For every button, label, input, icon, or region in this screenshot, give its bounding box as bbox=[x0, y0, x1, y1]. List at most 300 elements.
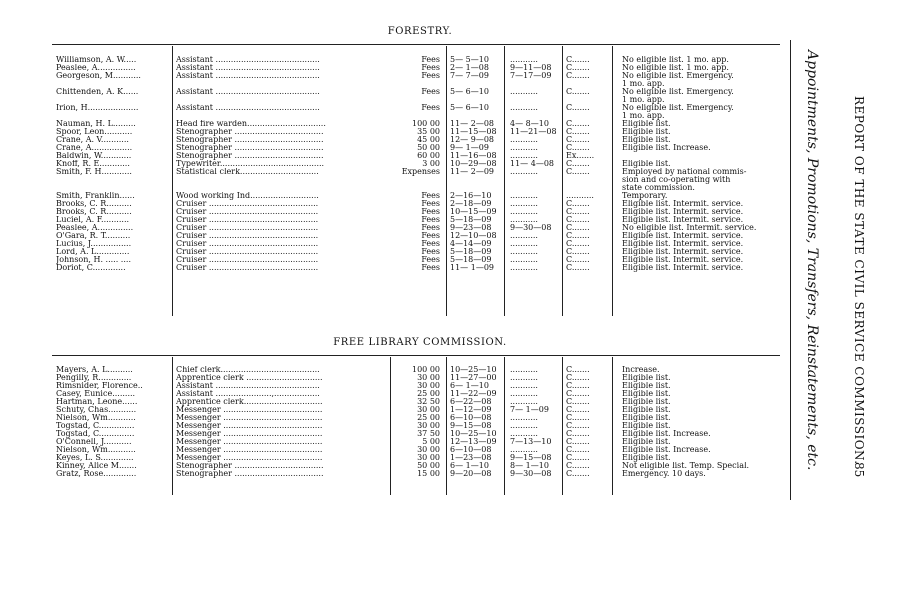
appointment-date: 7— 7—09 bbox=[450, 72, 489, 80]
separation-date: ........... bbox=[510, 366, 538, 374]
class: C....... bbox=[566, 232, 590, 240]
remarks: No eligible list. Intermit. service. bbox=[622, 224, 757, 232]
position: Messenger ....................................... bbox=[176, 430, 323, 438]
appointment-date: 6—10—08 bbox=[450, 446, 492, 454]
remarks: No eligible list. Emergency. bbox=[622, 104, 734, 112]
table-row bbox=[52, 200, 780, 208]
salary: Fees bbox=[421, 200, 440, 208]
table-row bbox=[52, 56, 780, 64]
salary: 30 00 bbox=[417, 374, 440, 382]
library-title: FREE LIBRARY COMMISSION. bbox=[333, 337, 507, 348]
appointment-date: 5— 6—10 bbox=[450, 88, 489, 96]
remarks: Eligible list. Increase. bbox=[622, 144, 711, 152]
table-row bbox=[52, 208, 780, 216]
employee-name: Togstad, C.............. bbox=[56, 430, 135, 438]
employee-name: Keyes, L. S............. bbox=[56, 454, 134, 462]
employee-name: Crane, A................ bbox=[56, 144, 133, 152]
salary: 35 00 bbox=[417, 128, 440, 136]
remarks: Eligible list. bbox=[622, 454, 671, 462]
employee-name: Brooks, C. R.......... bbox=[56, 208, 132, 216]
salary: 30 00 bbox=[417, 406, 440, 414]
salary: 30 00 bbox=[417, 454, 440, 462]
salary: 32 50 bbox=[417, 398, 440, 406]
remarks: Eligible list. bbox=[622, 414, 671, 422]
table-row bbox=[52, 454, 780, 462]
salary: 15 00 bbox=[417, 470, 440, 478]
col-rule-date2 bbox=[504, 46, 505, 316]
employee-name: Smith, Franklin...... bbox=[56, 192, 135, 200]
class: C....... bbox=[566, 56, 590, 64]
remarks: Eligible list. Intermit. service. bbox=[622, 216, 744, 224]
remarks: Eligible list. Intermit. service. bbox=[622, 248, 744, 256]
class: C....... bbox=[566, 64, 590, 72]
library-top-rule bbox=[52, 355, 780, 356]
separation-date: ........... bbox=[510, 240, 538, 248]
remarks: Eligible list. bbox=[622, 390, 671, 398]
separation-date: 9—30—08 bbox=[510, 470, 552, 478]
separation-date: ........... bbox=[510, 256, 538, 264]
employee-name: Nielson, Wm........... bbox=[56, 446, 136, 454]
table-row bbox=[52, 398, 780, 406]
separation-date: ........... bbox=[510, 144, 538, 152]
employee-name: Irion, H.................... bbox=[56, 104, 139, 112]
side-heading-report: REPORT OF THE STATE CIVIL SERVICE COMMISSION. bbox=[852, 96, 866, 465]
employee-name: Brooks, C. R.......... bbox=[56, 200, 132, 208]
remarks: Eligible list. bbox=[622, 438, 671, 446]
remarks: Increase. bbox=[622, 366, 660, 374]
salary: Fees bbox=[421, 240, 440, 248]
table-row bbox=[52, 438, 780, 446]
class: C....... bbox=[566, 470, 590, 478]
margin-rule bbox=[790, 40, 791, 500]
col-rule-salary-2 bbox=[390, 357, 391, 495]
remarks: Eligible list. bbox=[622, 120, 671, 128]
class: ........... bbox=[566, 192, 594, 200]
table-row bbox=[52, 430, 780, 438]
position: Stenographer ................................... bbox=[176, 144, 324, 152]
class: C....... bbox=[566, 264, 590, 272]
position: Cruiser ........................................... bbox=[176, 240, 319, 248]
remarks: 1 mo. app. bbox=[622, 112, 665, 120]
separation-date: ........... bbox=[510, 422, 538, 430]
class: C....... bbox=[566, 136, 590, 144]
side-heading-italic: Appointments, Promotions, Transfers, Reinstatements, etc. bbox=[804, 50, 820, 471]
position: Assistant ......................................... bbox=[176, 382, 320, 390]
class: C....... bbox=[566, 240, 590, 248]
employee-name: Togstad, C.............. bbox=[56, 422, 135, 430]
separation-date: ........... bbox=[510, 168, 538, 176]
col-rule-title bbox=[172, 46, 173, 316]
separation-date: ........... bbox=[510, 208, 538, 216]
appointment-date: 4—14—09 bbox=[450, 240, 492, 248]
employee-name: Gratz, Rose............. bbox=[56, 470, 137, 478]
class: C....... bbox=[566, 366, 590, 374]
separation-date: 11— 4—08 bbox=[510, 160, 554, 168]
position: Messenger ....................................... bbox=[176, 422, 323, 430]
salary: 30 00 bbox=[417, 422, 440, 430]
position: Assistant ......................................... bbox=[176, 88, 320, 96]
salary: Fees bbox=[421, 88, 440, 96]
employee-name: Kinney, Alice M....... bbox=[56, 462, 137, 470]
remarks: Eligible list. Increase. bbox=[622, 430, 711, 438]
appointment-date: 6—22—08 bbox=[450, 398, 492, 406]
salary: Expenses bbox=[401, 168, 440, 176]
employee-name: Peaslee, A............... bbox=[56, 64, 136, 72]
forestry-table bbox=[52, 56, 780, 272]
table-row bbox=[52, 406, 780, 414]
appointment-date: 11— 2—09 bbox=[450, 168, 494, 176]
table-row bbox=[52, 176, 780, 184]
salary: 3 00 bbox=[422, 160, 440, 168]
col-rule-date1 bbox=[446, 46, 447, 316]
salary: Fees bbox=[421, 256, 440, 264]
table-row bbox=[52, 240, 780, 248]
appointment-date: 2— 1—08 bbox=[450, 64, 489, 72]
appointment-date: 9—23—08 bbox=[450, 224, 492, 232]
position: Head fire warden............................... bbox=[176, 120, 326, 128]
employee-name: Lord, A. L............. bbox=[56, 248, 130, 256]
remarks: state commission. bbox=[622, 184, 695, 192]
separation-date: ........... bbox=[510, 382, 538, 390]
employee-name: Rimsnider, Florence.. bbox=[56, 382, 143, 390]
position: Stenographer ................................... bbox=[176, 462, 324, 470]
class: C....... bbox=[566, 120, 590, 128]
remarks: Eligible list. Intermit. service. bbox=[622, 232, 744, 240]
remarks: Temporary. bbox=[622, 192, 668, 200]
remarks: Eligible list. Intermit. service. bbox=[622, 200, 744, 208]
table-row bbox=[52, 144, 780, 152]
employee-name: Baldwin, W............ bbox=[56, 152, 132, 160]
salary: 30 00 bbox=[417, 382, 440, 390]
employee-name: Pengilly, R............. bbox=[56, 374, 132, 382]
class: C....... bbox=[566, 430, 590, 438]
salary: 50 00 bbox=[417, 144, 440, 152]
remarks: Eligible list. bbox=[622, 422, 671, 430]
employee-name: Casey, Eunice......... bbox=[56, 390, 136, 398]
employee-name: Georgeson, M........... bbox=[56, 72, 141, 80]
class: C....... bbox=[566, 454, 590, 462]
salary: Fees bbox=[421, 224, 440, 232]
separation-date: 7—17—09 bbox=[510, 72, 552, 80]
appointment-date: 5—18—09 bbox=[450, 256, 492, 264]
col-rule-class bbox=[562, 46, 563, 316]
employee-name: Chittenden, A. K...... bbox=[56, 88, 139, 96]
col-rule-class-2 bbox=[562, 357, 563, 495]
remarks: Employed by national commis- bbox=[622, 168, 747, 176]
table-row bbox=[52, 382, 780, 390]
position: Assistant ......................................... bbox=[176, 72, 320, 80]
employee-name: Crane, A. V........... bbox=[56, 136, 129, 144]
class: C....... bbox=[566, 374, 590, 382]
employee-name: Lucius, J................ bbox=[56, 240, 132, 248]
separation-date: 9—11—08 bbox=[510, 64, 552, 72]
class: C....... bbox=[566, 144, 590, 152]
class: C....... bbox=[566, 200, 590, 208]
position: Cruiser ........................................... bbox=[176, 208, 319, 216]
col-rule-date1-2 bbox=[446, 357, 447, 495]
remarks: Eligible list. bbox=[622, 136, 671, 144]
separation-date: ........... bbox=[510, 414, 538, 422]
table-row bbox=[52, 112, 780, 120]
library-table bbox=[52, 366, 780, 478]
table-row bbox=[52, 462, 780, 470]
salary: Fees bbox=[421, 248, 440, 256]
separation-date: 4— 8—10 bbox=[510, 120, 549, 128]
remarks: Emergency. 10 days. bbox=[622, 470, 706, 478]
employee-name: Schuty, Chas........... bbox=[56, 406, 137, 414]
employee-name: Smith, F. H............ bbox=[56, 168, 132, 176]
remarks: No eligible list. Emergency. bbox=[622, 88, 734, 96]
class: C....... bbox=[566, 208, 590, 216]
remarks: Eligible list. bbox=[622, 160, 671, 168]
table-row bbox=[52, 470, 780, 478]
table-row bbox=[52, 104, 780, 112]
table-row bbox=[52, 264, 780, 272]
position: Statistical clerk............................... bbox=[176, 168, 319, 176]
class: Ex....... bbox=[566, 152, 595, 160]
appointment-date: 11— 2—08 bbox=[450, 120, 494, 128]
separation-date: ........... bbox=[510, 232, 538, 240]
appointment-date: 9—20—08 bbox=[450, 470, 492, 478]
employee-name: Hartman, Leone...... bbox=[56, 398, 138, 406]
separation-date: 8— 1—10 bbox=[510, 462, 549, 470]
separation-date: ........... bbox=[510, 200, 538, 208]
separation-date: 7— 1—09 bbox=[510, 406, 549, 414]
remarks: Eligible list. bbox=[622, 382, 671, 390]
remarks: No eligible list. Emergency. bbox=[622, 72, 734, 80]
table-row bbox=[52, 80, 780, 88]
salary: 5 00 bbox=[422, 438, 440, 446]
class: C....... bbox=[566, 72, 590, 80]
remarks: Not eligible list. Temp. Special. bbox=[622, 462, 750, 470]
employee-name: Spoor, Leon........... bbox=[56, 128, 133, 136]
position: Messenger ....................................... bbox=[176, 414, 323, 422]
separation-date: 11—21—08 bbox=[510, 128, 557, 136]
remarks: Eligible list. Increase. bbox=[622, 446, 711, 454]
appointment-date: 11—27—00 bbox=[450, 374, 497, 382]
appointment-date: 10—25—10 bbox=[450, 430, 497, 438]
table-row bbox=[52, 88, 780, 96]
appointment-date: 5— 5—10 bbox=[450, 56, 489, 64]
table-row bbox=[52, 72, 780, 80]
separation-date: 7—13—10 bbox=[510, 438, 552, 446]
separation-date: ........... bbox=[510, 216, 538, 224]
table-row bbox=[52, 216, 780, 224]
forestry-top-rule bbox=[52, 44, 780, 45]
class: C....... bbox=[566, 406, 590, 414]
employee-name: O'Gara, R. T.......... bbox=[56, 232, 131, 240]
remarks: 1 mo. app. bbox=[622, 80, 665, 88]
salary: Fees bbox=[421, 64, 440, 72]
position: Cruiser ........................................... bbox=[176, 216, 319, 224]
appointment-date: 12— 9—08 bbox=[450, 136, 494, 144]
table-row bbox=[52, 446, 780, 454]
class: C....... bbox=[566, 128, 590, 136]
remarks: No eligible list. 1 mo. app. bbox=[622, 56, 729, 64]
salary: Fees bbox=[421, 192, 440, 200]
separation-date: ........... bbox=[510, 136, 538, 144]
table-row bbox=[52, 160, 780, 168]
appointment-date: 5—18—09 bbox=[450, 216, 492, 224]
appointment-date: 11—22—09 bbox=[450, 390, 497, 398]
table-row bbox=[52, 374, 780, 382]
class: C....... bbox=[566, 462, 590, 470]
appointment-date: 9—15—08 bbox=[450, 422, 492, 430]
salary: Fees bbox=[421, 232, 440, 240]
appointment-date: 6— 1—10 bbox=[450, 462, 489, 470]
class: C....... bbox=[566, 216, 590, 224]
table-row bbox=[52, 152, 780, 160]
position: Assistant ......................................... bbox=[176, 56, 320, 64]
salary: 100 00 bbox=[412, 366, 440, 374]
table-row bbox=[52, 414, 780, 422]
position: Messenger ....................................... bbox=[176, 454, 323, 462]
table-row bbox=[52, 248, 780, 256]
position: Cruiser ........................................... bbox=[176, 248, 319, 256]
col-rule-date2-2 bbox=[504, 357, 505, 495]
employee-name: Knoff, R. E............ bbox=[56, 160, 130, 168]
salary: Fees bbox=[421, 208, 440, 216]
salary: 25 00 bbox=[417, 414, 440, 422]
separation-date: 9—15—08 bbox=[510, 454, 552, 462]
position: Apprentice clerk............................... bbox=[176, 398, 323, 406]
separation-date: ........... bbox=[510, 398, 538, 406]
appointment-date: 12—10—08 bbox=[450, 232, 497, 240]
class: C....... bbox=[566, 88, 590, 96]
appointment-date: 5—18—09 bbox=[450, 248, 492, 256]
separation-date: ........... bbox=[510, 56, 538, 64]
salary: 60 00 bbox=[417, 152, 440, 160]
employee-name: Mayers, A. L.......... bbox=[56, 366, 133, 374]
table-row bbox=[52, 96, 780, 104]
remarks: Eligible list. bbox=[622, 406, 671, 414]
position: Stenographer ................................... bbox=[176, 470, 324, 478]
class: C....... bbox=[566, 422, 590, 430]
salary: Fees bbox=[421, 264, 440, 272]
table-row bbox=[52, 256, 780, 264]
salary: 30 00 bbox=[417, 446, 440, 454]
separation-date: ........... bbox=[510, 88, 538, 96]
appointment-date: 2—18—09 bbox=[450, 200, 492, 208]
page-number: 85 bbox=[852, 462, 866, 478]
appointment-date: 11— 1—09 bbox=[450, 264, 494, 272]
col-rule-remarks-2 bbox=[612, 357, 613, 495]
separation-date: ........... bbox=[510, 430, 538, 438]
remarks: sion and co-operating with bbox=[622, 176, 731, 184]
position: Cruiser ........................................... bbox=[176, 232, 319, 240]
position: Stenographer ................................... bbox=[176, 152, 324, 160]
class: C....... bbox=[566, 168, 590, 176]
separation-date: 9—30—08 bbox=[510, 224, 552, 232]
salary: 50 00 bbox=[417, 462, 440, 470]
table-row bbox=[52, 224, 780, 232]
class: C....... bbox=[566, 446, 590, 454]
appointment-date: 9— 1—09 bbox=[450, 144, 489, 152]
remarks: 1 mo. app. bbox=[622, 96, 665, 104]
appointment-date: 11—16—08 bbox=[450, 152, 497, 160]
appointment-date: 12—13—09 bbox=[450, 438, 497, 446]
table-row bbox=[52, 192, 780, 200]
appointment-date: 10—25—10 bbox=[450, 366, 497, 374]
class: C....... bbox=[566, 438, 590, 446]
position: Assistant ......................................... bbox=[176, 64, 320, 72]
position: Apprentice clerk .............................. bbox=[176, 374, 323, 382]
remarks: No eligible list. 1 mo. app. bbox=[622, 64, 729, 72]
employee-name: Peaslee, A.............. bbox=[56, 224, 134, 232]
table-row bbox=[52, 366, 780, 374]
table-row bbox=[52, 136, 780, 144]
class: C....... bbox=[566, 224, 590, 232]
table-row bbox=[52, 390, 780, 398]
table-row bbox=[52, 232, 780, 240]
appointment-date: 6—10—08 bbox=[450, 414, 492, 422]
position: Stenographer ................................... bbox=[176, 128, 324, 136]
appointment-date: 2—16—10 bbox=[450, 192, 492, 200]
separation-date: ........... bbox=[510, 390, 538, 398]
remarks: Eligible list. Intermit. service. bbox=[622, 208, 744, 216]
salary: 37 50 bbox=[417, 430, 440, 438]
appointment-date: 1—12—09 bbox=[450, 406, 492, 414]
appointment-date: 10—29—08 bbox=[450, 160, 497, 168]
table-row bbox=[52, 120, 780, 128]
separation-date: ........... bbox=[510, 152, 538, 160]
table-row bbox=[52, 64, 780, 72]
employee-name: Luciel, A. F........... bbox=[56, 216, 130, 224]
separation-date: ........... bbox=[510, 104, 538, 112]
appointment-date: 10—15—09 bbox=[450, 208, 497, 216]
salary: 25 00 bbox=[417, 390, 440, 398]
class: C....... bbox=[566, 414, 590, 422]
position: Stenographer ................................... bbox=[176, 136, 324, 144]
col-rule-remarks bbox=[612, 46, 613, 316]
class: C....... bbox=[566, 104, 590, 112]
employee-name: Johnson, H. ..... .... bbox=[56, 256, 131, 264]
salary: Fees bbox=[421, 216, 440, 224]
separation-date: ........... bbox=[510, 264, 538, 272]
position: Wood working Ind........................... bbox=[176, 192, 319, 200]
table-row bbox=[52, 422, 780, 430]
position: Cruiser ........................................... bbox=[176, 256, 319, 264]
employee-name: Nauman, H. L......... bbox=[56, 120, 136, 128]
position: Messenger ....................................... bbox=[176, 438, 323, 446]
table-row bbox=[52, 168, 780, 176]
forestry-title: FORESTRY. bbox=[387, 26, 453, 37]
salary: Fees bbox=[421, 56, 440, 64]
appointment-date: 5— 6—10 bbox=[450, 104, 489, 112]
remarks: Eligible list. Intermit. service. bbox=[622, 264, 744, 272]
class: C....... bbox=[566, 398, 590, 406]
appointment-date: 6— 1—10 bbox=[450, 382, 489, 390]
class: C....... bbox=[566, 256, 590, 264]
remarks: Eligible list. bbox=[622, 374, 671, 382]
position: Chief clerk....................................... bbox=[176, 366, 320, 374]
employee-name: Nielson, Wm........... bbox=[56, 414, 136, 422]
appointment-date: 1—23—08 bbox=[450, 454, 492, 462]
separation-date: ........... bbox=[510, 374, 538, 382]
position: Assistant ......................,.................. bbox=[176, 390, 320, 398]
position: Typewriter......................................... bbox=[176, 160, 325, 168]
remarks: Eligible list. bbox=[622, 398, 671, 406]
table-row bbox=[52, 128, 780, 136]
salary: 100 00 bbox=[412, 120, 440, 128]
position: Cruiser ........................................... bbox=[176, 264, 319, 272]
position: Assistant ......................................... bbox=[176, 104, 320, 112]
class: C....... bbox=[566, 160, 590, 168]
table-row bbox=[52, 184, 780, 192]
position: Cruiser ........................................... bbox=[176, 200, 319, 208]
separation-date: ........... bbox=[510, 446, 538, 454]
position: Messenger ....................................... bbox=[176, 406, 323, 414]
